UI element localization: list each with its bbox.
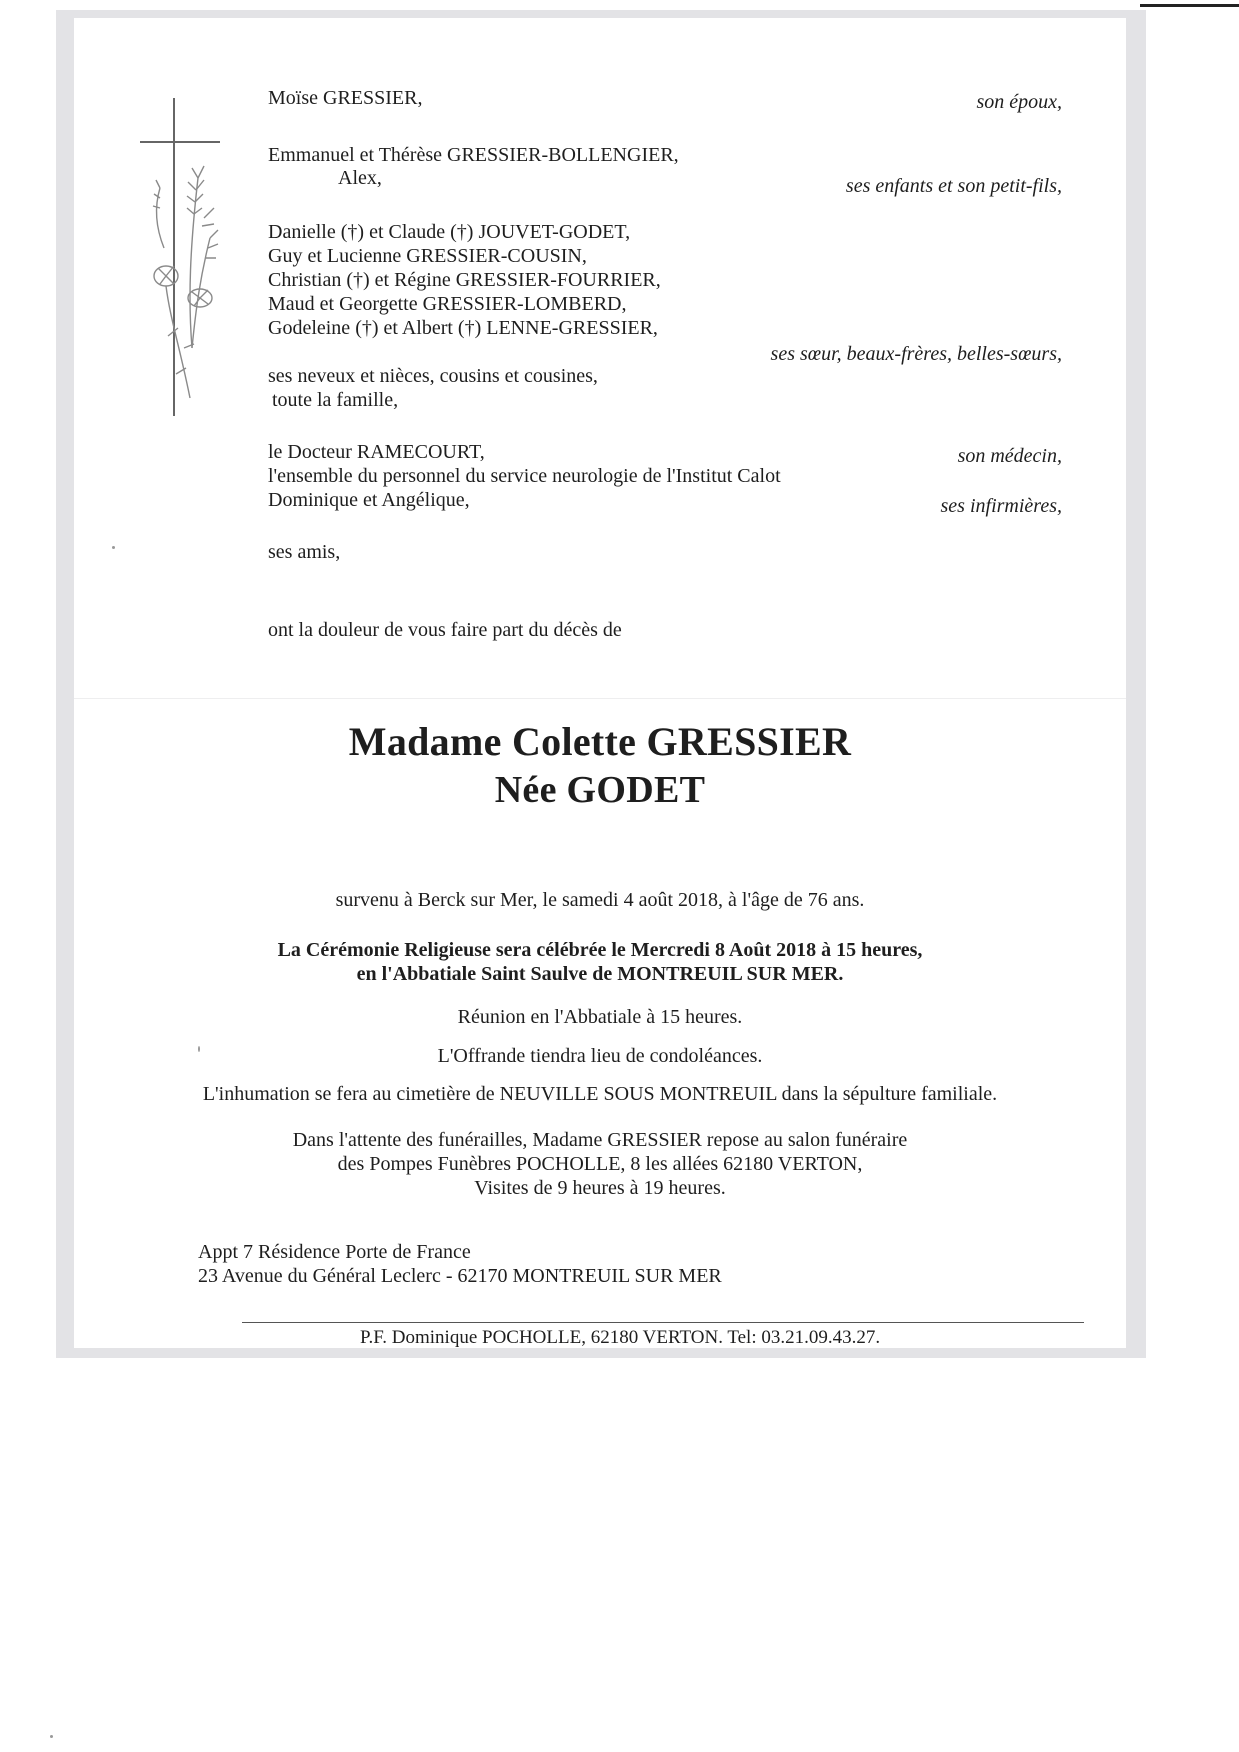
burial-info: L'inhumation se fera au cimetière de NEUVILLE SOUS MONTREUIL dans la sépulture familiale. xyxy=(202,1083,998,1105)
role-enfants: ses enfants et son petit-fils, xyxy=(845,175,1062,197)
line-alex: Alex, xyxy=(338,167,382,189)
repose-line-1: Dans l'attente des funérailles, Madame GRESSIER repose au salon funéraire xyxy=(292,1129,908,1151)
notice-paper xyxy=(74,18,1126,1348)
role-infirmieres: ses infirmières, xyxy=(940,495,1062,517)
repose-line-3: Visites de 9 heures à 19 heures. xyxy=(474,1177,726,1199)
ceremony-line-2: en l'Abbatiale Saint Saulve de MONTREUIL SUR MER. xyxy=(356,963,844,985)
deceased-name: Madame Colette GRESSIER xyxy=(348,719,852,764)
address-line-1: Appt 7 Résidence Porte de France xyxy=(198,1241,471,1263)
line-maud: Maud et Georgette GRESSIER-LOMBERD, xyxy=(268,293,627,315)
role-soeur: ses sœur, beaux-frères, belles-sœurs, xyxy=(770,343,1062,365)
footer-divider xyxy=(242,1322,1084,1323)
line-godeleine: Godeleine (†) et Albert (†) LENNE-GRESSIER, xyxy=(268,317,658,339)
funeral-home-footer: P.F. Dominique POCHOLLE, 62180 VERTON. Tel: 03.21.09.43.27. xyxy=(360,1327,881,1348)
line-docteur: le Docteur RAMECOURT, xyxy=(268,441,485,463)
line-famille: toute la famille, xyxy=(272,389,399,411)
scan-speck xyxy=(198,1046,200,1052)
cross-with-lilies-icon xyxy=(140,98,244,418)
role-epoux: son époux, xyxy=(976,91,1062,113)
notice-card xyxy=(56,10,1146,1358)
line-announcement: ont la douleur de vous faire part du décès de xyxy=(268,619,622,641)
fold-line xyxy=(74,698,1126,699)
scan-speck xyxy=(112,546,115,549)
maiden-name: Née GODET xyxy=(494,769,706,811)
scan-speck xyxy=(50,1735,53,1738)
scan-edge-mark xyxy=(1140,4,1239,7)
line-emmanuel: Emmanuel et Thérèse GRESSIER-BOLLENGIER, xyxy=(268,144,679,166)
line-danielle: Danielle (†) et Claude (†) JOUVET-GODET, xyxy=(268,221,631,243)
line-personnel: l'ensemble du personnel du service neurologie de l'Institut Calot xyxy=(268,465,781,487)
line-neveux: ses neveux et nièces, cousins et cousines, xyxy=(268,365,598,387)
line-moise: Moïse GRESSIER, xyxy=(268,87,423,109)
line-amis: ses amis, xyxy=(268,541,341,563)
death-details: survenu à Berck sur Mer, le samedi 4 août 2018, à l'âge de 76 ans. xyxy=(335,889,865,911)
offering-info: L'Offrande tiendra lieu de condoléances. xyxy=(437,1045,763,1067)
repose-line-2: des Pompes Funèbres POCHOLLE, 8 les allées 62180 VERTON, xyxy=(337,1153,863,1175)
ceremony-line-1: La Cérémonie Religieuse sera célébrée le Mercredi 8 Août 2018 à 15 heures, xyxy=(277,939,923,961)
address-line-2: 23 Avenue du Général Leclerc - 62170 MONTREUIL SUR MER xyxy=(198,1265,722,1287)
meeting-info: Réunion en l'Abbatiale à 15 heures. xyxy=(457,1006,743,1028)
role-medecin: son médecin, xyxy=(957,445,1062,467)
line-christian: Christian (†) et Régine GRESSIER-FOURRIER, xyxy=(268,269,661,291)
line-dominique: Dominique et Angélique, xyxy=(268,489,470,511)
line-guy: Guy et Lucienne GRESSIER-COUSIN, xyxy=(268,245,587,267)
